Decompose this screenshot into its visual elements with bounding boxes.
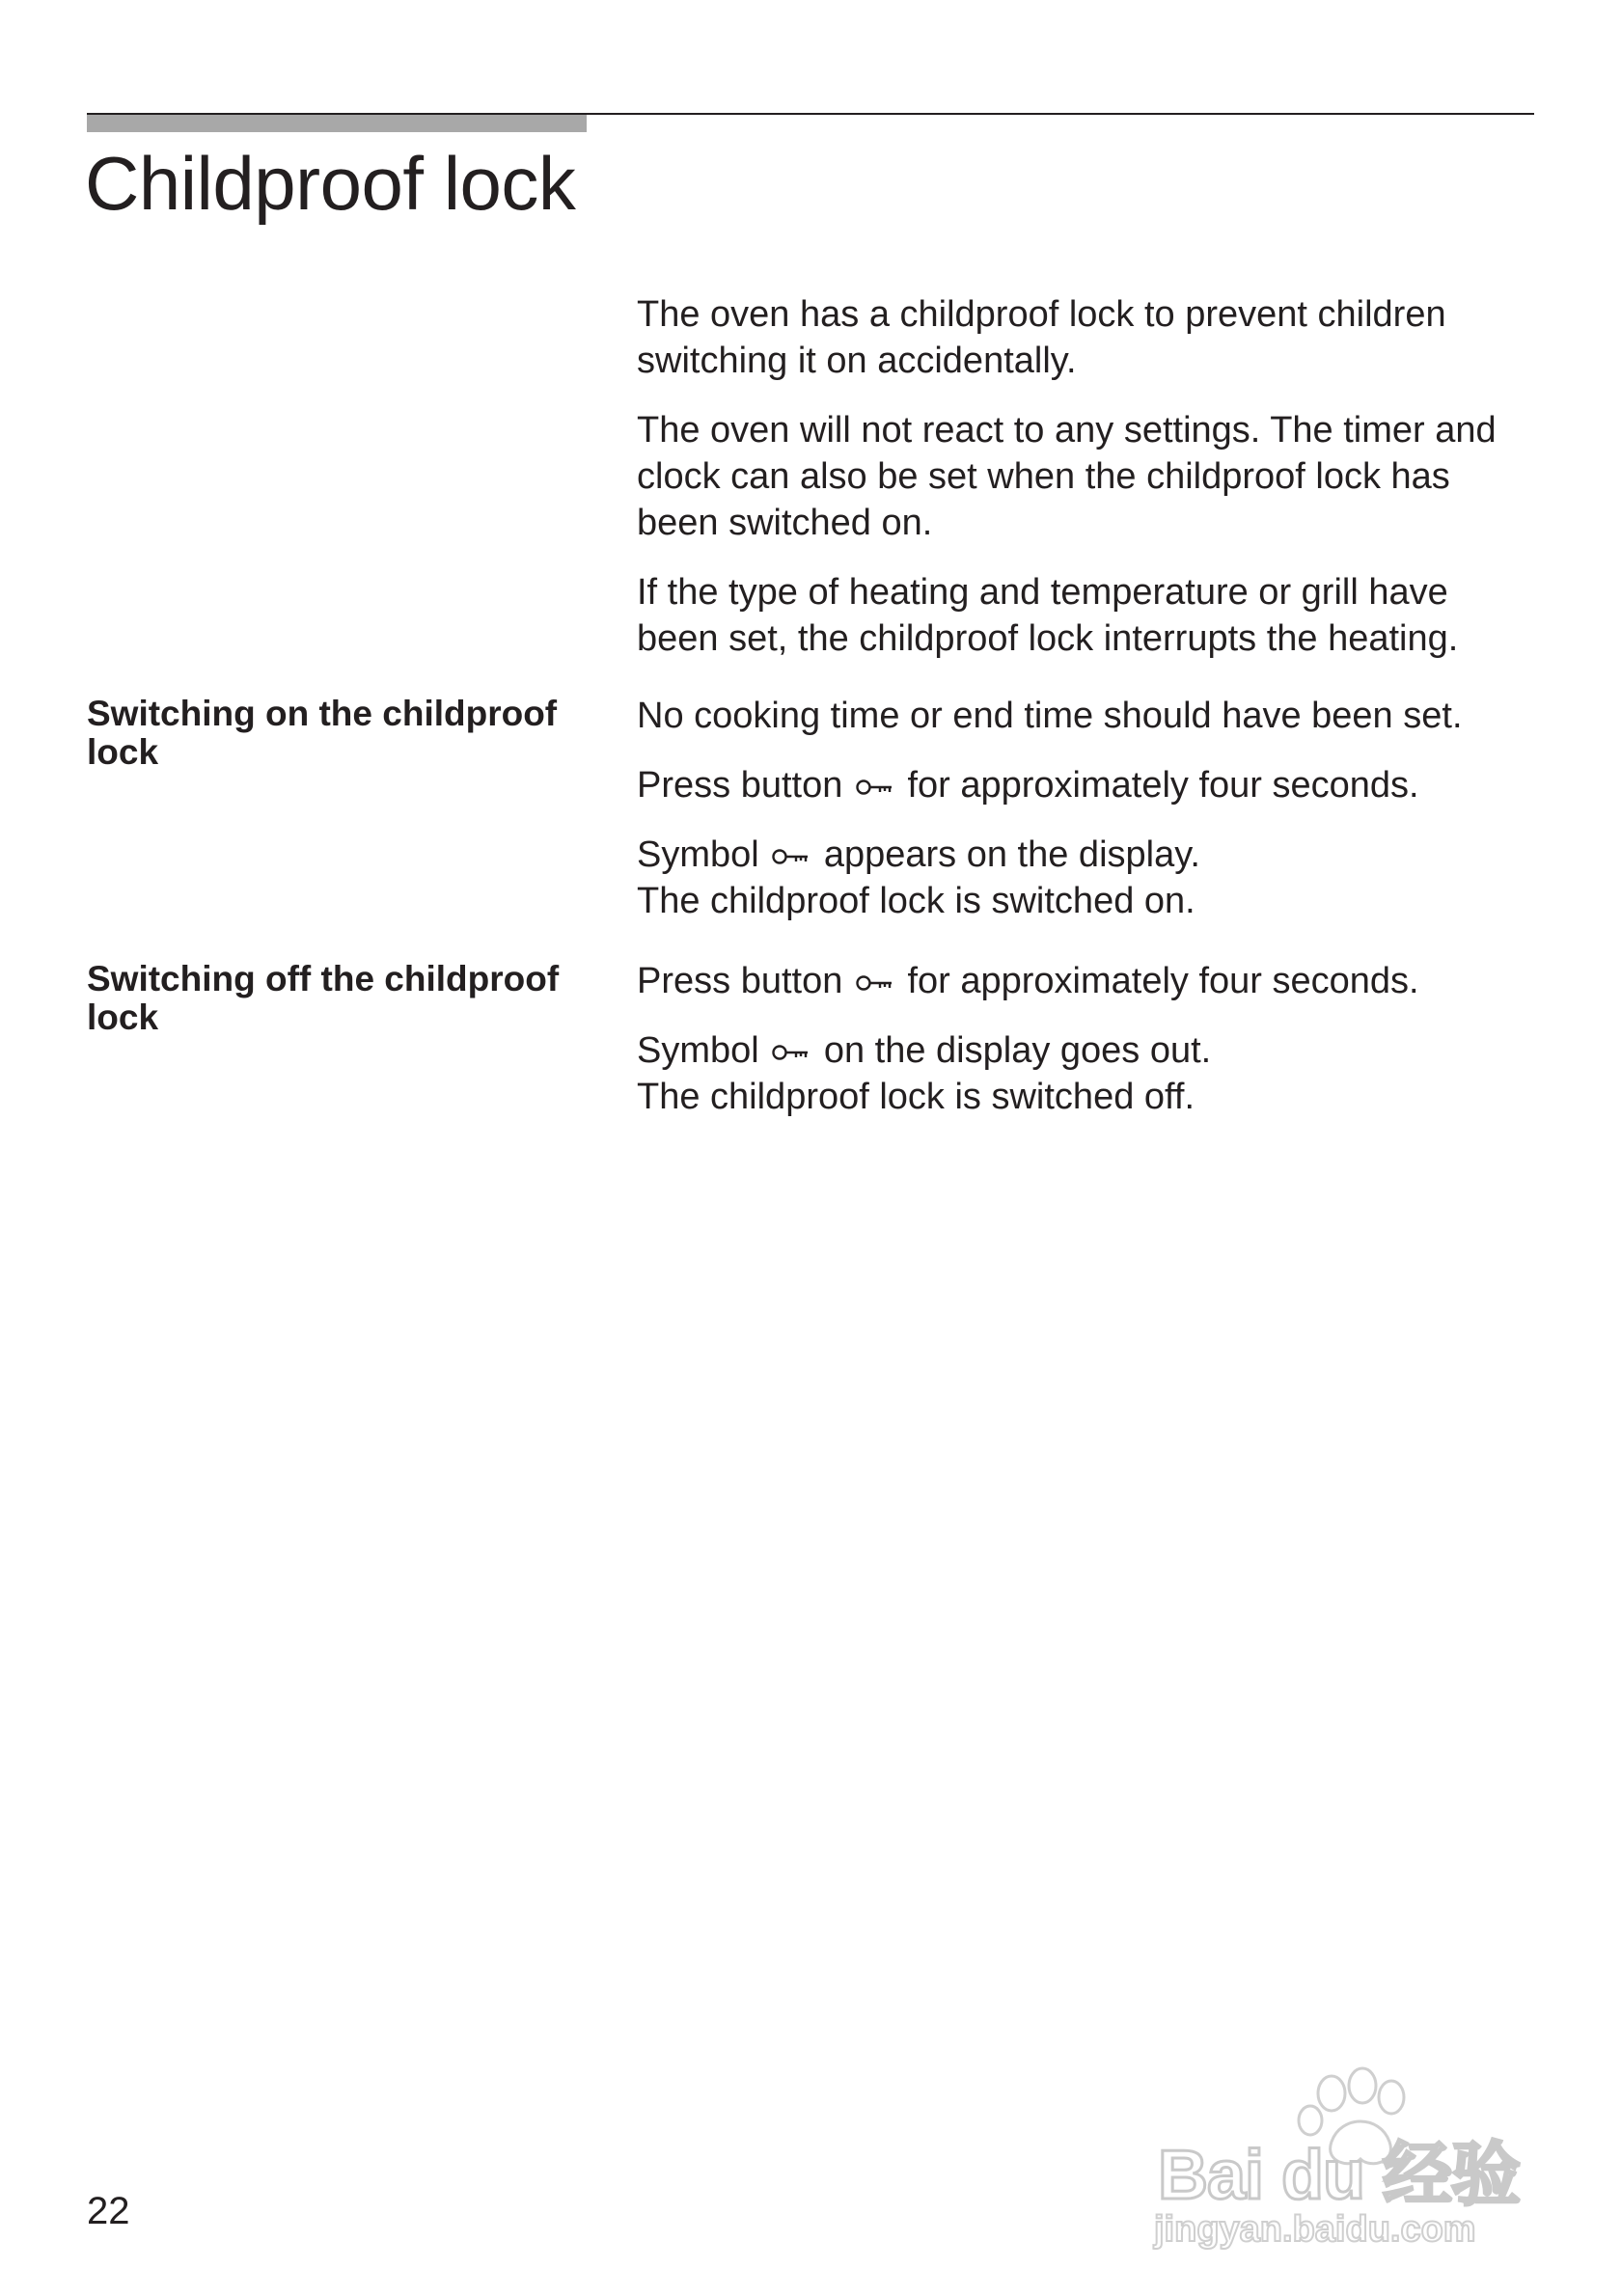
instruction-text-after: on the display goes out. [823, 1030, 1212, 1071]
key-icon [771, 1041, 811, 1064]
watermark [1148, 2055, 1534, 2257]
instruction-line [637, 832, 1525, 878]
key-icon [855, 776, 895, 799]
intro-block [637, 291, 1525, 685]
section-heading: Switching on the childproof lock [87, 694, 558, 772]
instruction-text: No cooking time or end time should have been set. [637, 696, 1463, 736]
instruction-line: The childproof lock is switched off. [637, 1077, 1195, 1117]
instruction-line [637, 1027, 1525, 1074]
section-body [637, 958, 1525, 1143]
intro-paragraph: If the type of heating and temperature or grill have been set, the childproof lock interrupts the heating. [637, 572, 1459, 659]
section-heading: Switching off the childproof lock [87, 959, 560, 1037]
page-title: Childproof lock [85, 141, 576, 226]
instruction-text-before: Symbol [637, 1030, 759, 1071]
watermark-logo: Bai du 经验 [1158, 2137, 1521, 2214]
key-icon [771, 845, 811, 868]
instruction-text-after: appears on the display. [823, 834, 1200, 875]
instruction-text-before: Press button [637, 765, 843, 806]
instruction-text [637, 832, 1525, 924]
instruction-text [637, 958, 1525, 1004]
instruction-text-after: for approximately four seconds. [907, 765, 1419, 806]
instruction-text-after: for approximately four seconds. [907, 961, 1419, 1001]
section-body [637, 693, 1525, 947]
instruction-text [637, 762, 1525, 808]
page-number: 22 [87, 2190, 130, 2232]
instruction-text-before: Symbol [637, 834, 759, 875]
intro-paragraph: The oven has a childproof lock to prevent children switching it on accidentally. [637, 294, 1446, 381]
instruction-line: The childproof lock is switched on. [637, 881, 1195, 921]
instruction-text-before: Press button [637, 961, 843, 1001]
key-icon [855, 971, 895, 995]
instruction-text [637, 1027, 1525, 1120]
intro-paragraph: The oven will not react to any settings. The timer and clock can also be set when the childproof lock has been switched on. [637, 410, 1497, 543]
header-rule-bar [87, 115, 587, 132]
watermark-url: jingyan.baidu.com [1154, 2209, 1476, 2250]
